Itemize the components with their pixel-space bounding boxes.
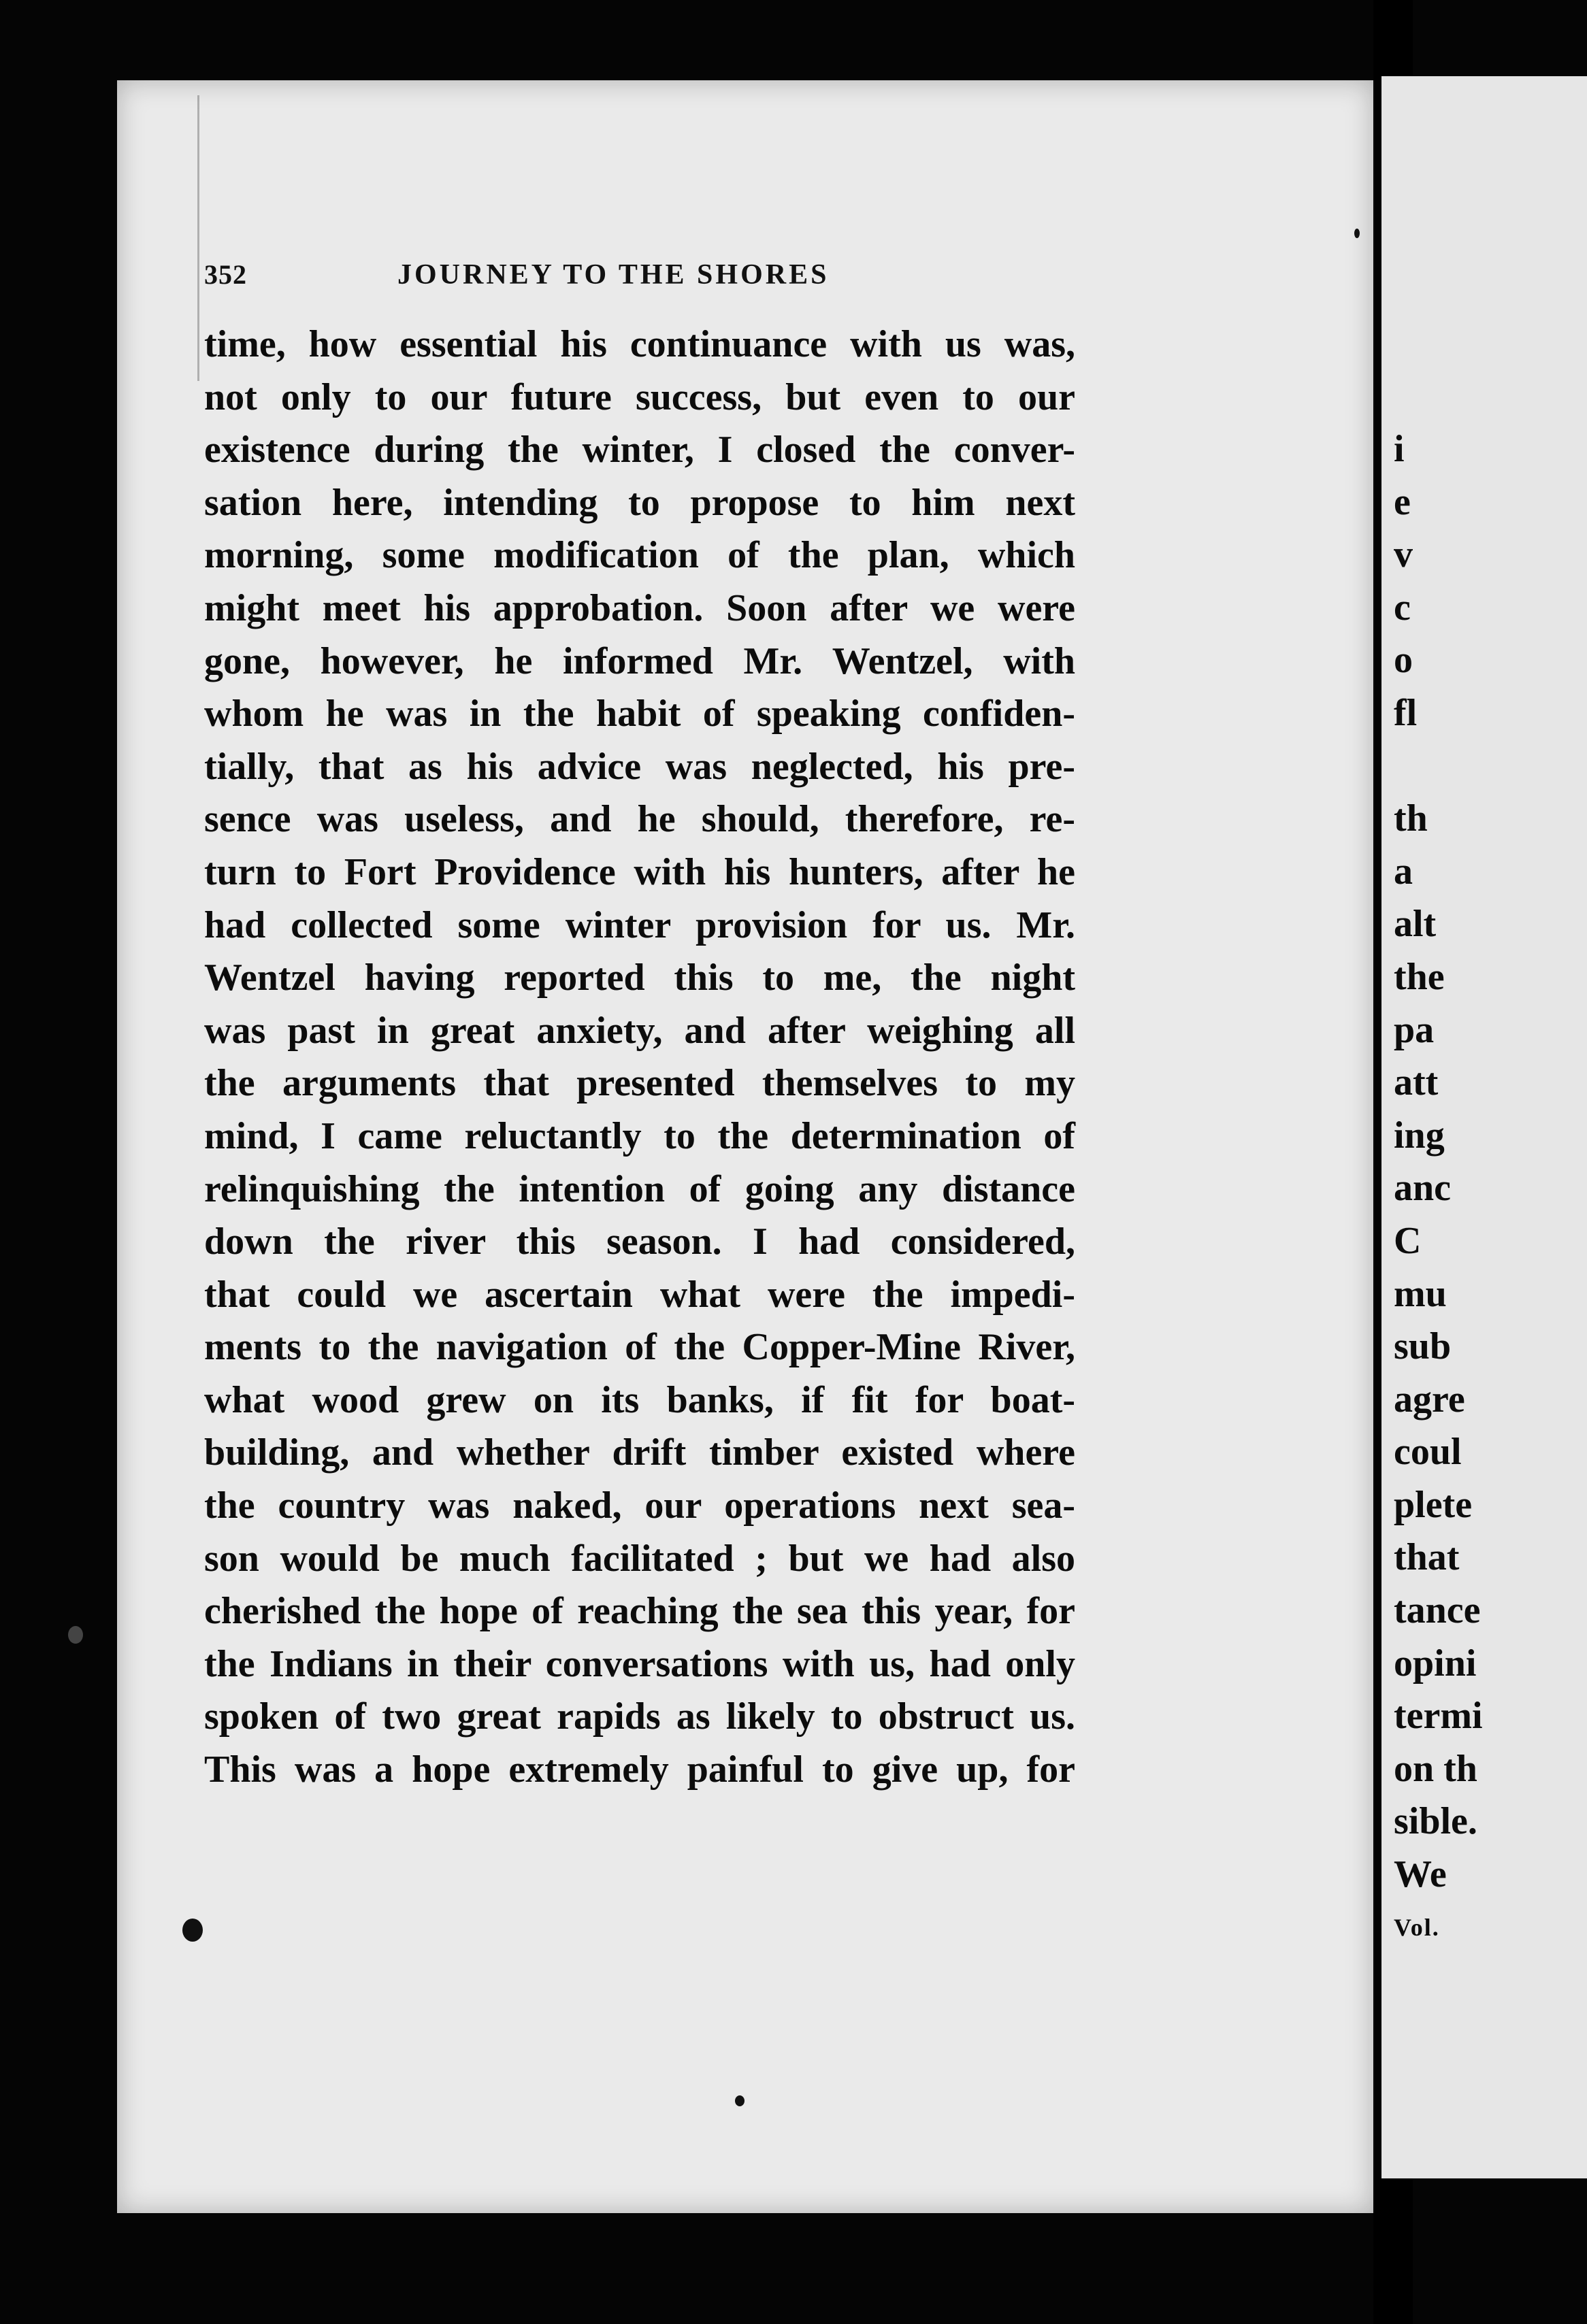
- text-line: what wood grew on its banks, if fit for boat-: [204, 1378, 1075, 1421]
- facing-fragment: plete: [1394, 1483, 1473, 1526]
- text-line: cherished the hope of reaching the sea this year, for: [204, 1590, 1075, 1633]
- text-line: existence during the winter, I closed the conver-: [204, 429, 1075, 471]
- facing-fragment: coul: [1394, 1431, 1462, 1474]
- facing-fragment: th: [1394, 797, 1428, 840]
- text-line: the Indians in their conversations with us, had only: [204, 1642, 1075, 1685]
- facing-fragment: tance: [1394, 1589, 1481, 1632]
- text-line: that could we ascertain what were the impedi-: [204, 1273, 1075, 1316]
- facing-fragment: Vol.: [1394, 1913, 1440, 1941]
- text-line: might meet his approbation. Soon after we were: [204, 586, 1075, 629]
- ink-blot: [182, 1919, 203, 1942]
- text-line last: This was a hope extremely painful to give up, for: [204, 1748, 1075, 1791]
- text-line: the arguments that presented themselves to my: [204, 1062, 1075, 1105]
- text-line: had collected some winter provision for us. Mr.: [204, 903, 1075, 946]
- facing-fragment: fl: [1394, 691, 1418, 734]
- facing-fragment: alt: [1394, 903, 1437, 946]
- facing-fragment: mu: [1394, 1272, 1447, 1315]
- facing-fragment: att: [1394, 1061, 1439, 1104]
- text-line: son would be much facilitated ; but we had also: [204, 1537, 1075, 1580]
- facing-fragment: pa: [1394, 1008, 1435, 1051]
- text-line: relinquishing the intention of going any distance: [204, 1167, 1075, 1210]
- ink-blot: [1354, 229, 1360, 238]
- facing-fragment: termi: [1394, 1695, 1483, 1738]
- facing-fragment: c: [1394, 586, 1411, 629]
- facing-fragment: a: [1394, 850, 1413, 893]
- text-line: was past in great anxiety, and after weighing all: [204, 1009, 1075, 1052]
- text-line: building, and whether drift timber existed where: [204, 1431, 1075, 1474]
- facing-fragment: agre: [1394, 1378, 1465, 1421]
- text-line: gone, however, he informed Mr. Wentzel, with: [204, 640, 1075, 682]
- text-line: not only to our future success, but even to our: [204, 376, 1075, 418]
- facing-fragment: [1394, 740, 1483, 793]
- text-line: the country was naked, our operations next sea-: [204, 1484, 1075, 1527]
- running-head: JOURNEY TO THE SHORES: [397, 259, 830, 290]
- page-header: [204, 259, 1007, 306]
- facing-fragment: ing: [1394, 1114, 1445, 1157]
- facing-fragment: We: [1394, 1853, 1447, 1896]
- text-line: ments to the navigation of the Copper-Mine River,: [204, 1326, 1075, 1369]
- page-fold-mark: [197, 95, 199, 381]
- ink-blot: [68, 1626, 83, 1644]
- text-line: mind, I came reluctantly to the determination of: [204, 1114, 1075, 1157]
- facing-fragment: on th: [1394, 1747, 1477, 1790]
- text-line: Wentzel having reported this to me, the night: [204, 957, 1075, 999]
- text-line: tially, that as his advice was neglected, his pre-: [204, 745, 1075, 788]
- facing-fragment: o: [1394, 639, 1413, 682]
- facing-fragment: opini: [1394, 1642, 1477, 1684]
- facing-fragment: i: [1394, 428, 1405, 470]
- facing-fragment: that: [1394, 1536, 1460, 1579]
- page-number: 352: [204, 259, 247, 290]
- text-line: turn to Fort Providence with his hunters, after he: [204, 850, 1075, 893]
- facing-fragment: C: [1394, 1219, 1422, 1262]
- facing-fragment: the: [1394, 955, 1445, 998]
- text-line: down the river this season. I had considered,: [204, 1221, 1075, 1263]
- ink-blot: [735, 2095, 745, 2106]
- text-line: sence was useless, and he should, therefore, re-: [204, 798, 1075, 841]
- text-line: sation here, intending to propose to him next: [204, 481, 1075, 524]
- text-line: time, how essential his continuance with us was,: [204, 323, 1075, 365]
- body-text: [204, 318, 1075, 1797]
- text-line: spoken of two great rapids as likely to obstruct us.: [204, 1695, 1075, 1738]
- facing-fragment: v: [1394, 533, 1413, 576]
- text-line: morning, some modification of the plan, which: [204, 534, 1075, 577]
- facing-fragment: e: [1394, 480, 1411, 523]
- facing-fragment: sible.: [1394, 1800, 1477, 1843]
- text-line: whom he was in the habit of speaking confiden-: [204, 693, 1075, 735]
- facing-fragment: anc: [1394, 1167, 1451, 1210]
- facing-page-text: [1394, 423, 1483, 1954]
- facing-fragment: sub: [1394, 1325, 1452, 1368]
